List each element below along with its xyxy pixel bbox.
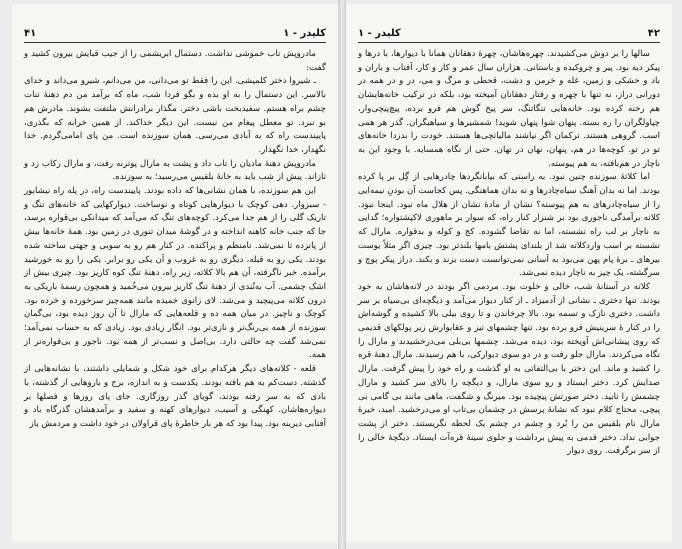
- left-paragraph: این هم سوزنده، با همان نشانی‌ها که داده بودند. پاییندست راه، در پله راه نیشابور - سبزوار. دهی کوچک با دیوارهایی کوتاه و نوساخت. دیوارکهایی که خانه‌های تنگ و تاریک گلی را از هم جدا می‌کرد. کوچه‌های تنگ که می‌آمد که میدانکی بی‌قواره برسد، جا که جنب خانه کاهنه انداخته و در گوشهٔ میدان تنوری در زمین بود. همهٔ خانه‌ها بیش از پانزده تا نمی‌شد. نامنظم و پراکنده. در کنار هم رو به سوبی و جهتی ساخته شده بودند. یکی رو به قبله، دیگری رو به غروب و آن یکی رو برابر. یکی را رو به خورشید برآمده. خبر ناگرفته، آن هم بالا کلاته، زیر راه، دهنهٔ تنگ کوه کاریز بود. چیزی بیش از اشک چشمی. آب به‌تُندی از دهنهٔ تنگ کاریز بیرون می‌خُمید و همچون رسمهٔ باریکی به درون کلاته می‌پیچید و می‌شد. لای زانوی خمیده مانند همه‌چیز سرخورده و خرده بود. کوچک و ناچیز. در میان همه ده و قلعه‌هایی که مارال تا آن روز دیده بود، بی‌گمان سوزنده از همه بی‌رنگ‌تر و نازی‌تر بود. انگار زیادی بود. زیادی که به حساب نمی‌آمد؛ نمی‌شد گفت چه حالتی دارد. بی‌اصل و نسب‌تر از همه بود. ناجور و بی‌قواره‌تر از همه.: [24, 186, 326, 361]
- right-page-number: ۴۲: [647, 28, 660, 39]
- left-paragraph: مادروپش دهنهٔ مادیان را تاب داد و پشت به مارال پوترنه رفت، و مارال رکاب زد و تازاند. پیش از شب باید به خانهٔ بلقیس می‌رسید؛ به سوزنده.: [24, 158, 326, 183]
- left-page-running-title: کلیدر - ۱: [283, 28, 326, 39]
- right-page: [346, 4, 672, 542]
- right-paragraph: سالها را بر دوش می‌کشیدند. چهره‌هاشان، چهرهٔ دهقانان همانا با دیوارها، با درها و پیکر دیه بود. پیر و چروکیده و باستانی. هزاران سال عمر و کار و کار، آفتاب و باران و باد و خشکی و زمین، غله و خرمن و دشت، قحطی و مرگ و می، در و در همه در دورانی دراز، نه تنها با چهره و رفتار دهقانان آمیخته بود، بلکه در ترکیب خانه‌هایشان هم رخنه کرده بود. خانه‌هایی تنگاتنگ، سر پیخ گوش هم فرو برده، پیچ‌پیچی‌وار، چپاولگران را ره بسته. پنهان شوا پنهان شوید! شمشیرها و سیاهیگران. گذر هر همی اسب. گروهی هستند. ترکمان اگر نیاشند مالیاتچی‌ها هستند. خودت را بدزدا خانه‌های تو در تو. کوچه‌ها در هم، پنهان، نهان در نهان. حتی از نگاه همسایه. با وجود این به ناچار در هم‌بافته، به هم پیوسته.: [358, 49, 660, 169]
- left-page-body: [24, 48, 326, 534]
- right-page-header: [358, 28, 660, 43]
- left-page-number: ۴۱: [24, 28, 37, 39]
- right-paragraph: اما کلاتهٔ سوزنده چنین نبود. به راستی که بیابانگردها چادرهایی از گِل بر پا کرده بودند. اما نه بدان آهنگ سیاه‌چادرها و نه بدان هماهنگی. پس کجاست آن بودنِ نیمه‌ایی را از سیاه‌چادرهای به هم پیوسته؟ نشان از مادهٔ نشان از هلال ماه نبود. اینجا نبود. کلاته برآمدگی ناجوری بود بر شنزار کنار راه، که سوار بر ماهوری لاکپشتواره؛ گدایی به ناچار بر لب راه نشسته، اما نه تقاضا گشوده. کج و کوله و بدقواره. مارال که نشسته بر اسب واردکلاته شد از بلندای پشتش بامها بلندتر بود. چیزی اگر مثلاً یوست بیرهای ـ برهٔ پام پهن می‌بود به آسانی نمی‌توانست دست بزند و بکند. دراز پیکر پوچ و سرگشته، یک چیز به ناچار دیده نمی‌شد.: [358, 172, 660, 279]
- right-paragraph: کلاته در آستانهٔ شب، خالی و خلوت بود. مردمی اگر بودند در لانه‌هاشان به خود بودند. تنها دختری ـ نشانی از آدمیزاد ـ از کنار دیوار می‌آمد و دیگچه‌ای بی‌سیاه بر سر داشت. دختری نازک و تسمه بود. بالا چرخاندن و تا روی بیلی بالا کشیده و گوشه‌اش را در کنار هٔ سرینیش فرو برده بود. تنها چشمهای تیز و عقابوارش زیر پولکهای قدیمی که روی پیشانی‌اش آویخته بود، دیده می‌شد. چشمها بی‌بلی می‌درخشیدند و مارال را نگاه می‌کردند. مارال جلو رفت و در دو سوی دیوارکی، با هم رسیدند. مارال دهنهٔ قره را کشید و ماند. این دختر با بی‌التفاتی به او گذشت و راه خود را پیش گرفت. مارال صدایش کرد. دختر ایستاد و رو سوی مارال، و دیگچه را بالای سر کشید و مارال چشمش را تابید. دختر صورتش پیچیده بود. میرنگ و شگفت، ماهی مانند بی گامی بی پیچی، محتاج کلام نبود که نشانهٔ پرسش در چشمان بی‌تاب او می‌درخشید. امید، خیرهٔ مارال نام بلقیس من را بُرد و چشم در چشم یک لحظه نگریستند. دختر از پشت جوابی نداد. دختر قدمی به پیش برداشت و جلوی سینهٔ قره‌آت ایستاد. دیگچهٔ خالی را از سر برگرفت. روی دیوار: [358, 281, 660, 457]
- book-gutter: [338, 0, 346, 549]
- left-page-header: [24, 28, 326, 43]
- left-paragraph: ـ شیروا دختر کلمیشی. این را فقط تو می‌دانی، من می‌دانم، شیرو می‌داند و خدای بالاسر. این دستمال را به او بده و بگو فردا شب، ماه که برآمد من دم دهنهٔ تنات چشم براه هستم. سفیدبخت باشی دختر. مگذار برادرانش ملتفت بشوند. مادرش هم بو نبرد. تو معطل پیغام من نیست. این دیگر خداکند. از همین خرابه که بگذری، پاییندست راه که به آبادی می‌رسی. همان سوزنده است. من پای امامی‌گردم. خدا نگهدار، خدا نگهدار.: [24, 76, 326, 155]
- left-page: [12, 4, 338, 542]
- right-page-running-title: کلیدر - ۱: [358, 28, 401, 39]
- left-paragraph: مادروپش تاب خموشی نداشت. دستمال ابریشمی را از جیب قبایش بیرون کشید و گفت:: [24, 49, 326, 73]
- right-page-body: [358, 48, 660, 534]
- left-paragraph: قلعه - کلاته‌های دیگر هرکدام برای خود شکل و شمایلی داشتند، با نشانه‌هایی از گذشته. دست‌کم به هم بافته بودند. یکدست و به اندازه، برج و باروهایی از گذشته، با بادی که به سر رفته بودند، گویای گذر روزگاری. جای پای روزها و فصلها بر دیواره‌هاشان. کهنگی و آسیب، دیوارهای کهنه و سفید و برآمدهشان گذرگاه باد و آفتابی دیرینه بود. پیدا بود که هر بار خاطرهٔ پای قراولان در خود داشت و مردمش باز: [24, 364, 326, 429]
